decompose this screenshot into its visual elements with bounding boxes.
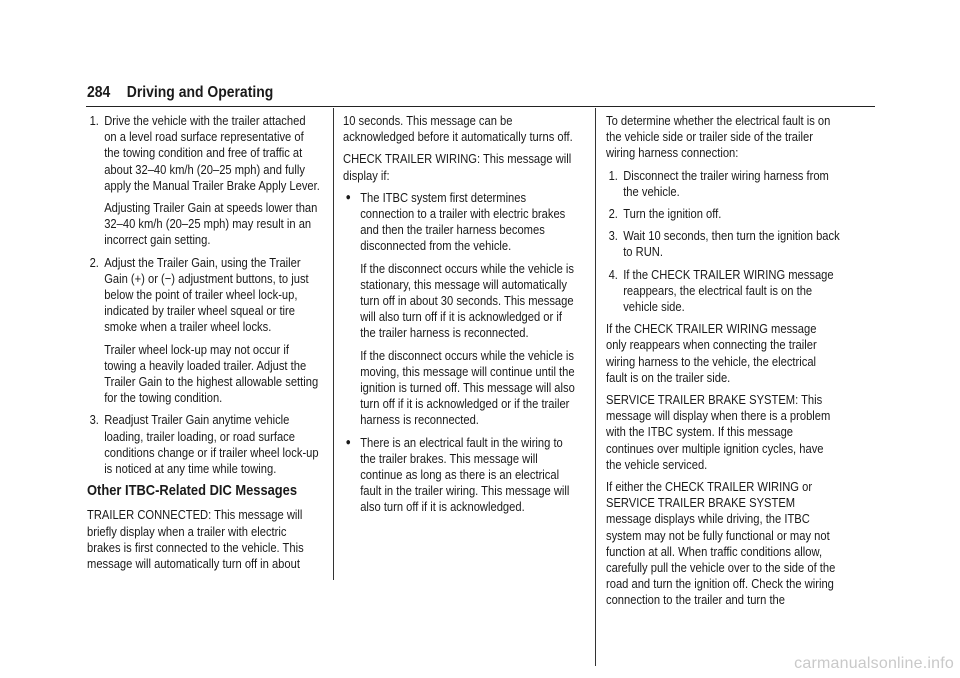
continued-paragraph: 10 seconds. This message can be acknowledged before it automatically turns off.	[343, 113, 573, 145]
step-text: If the CHECK TRAILER WIRING message reappears, the electrical fault is on the vehicle side.	[623, 266, 834, 315]
column-1	[87, 113, 359, 578]
list-item	[87, 113, 321, 194]
step-number: 1.	[608, 167, 618, 183]
service-trailer-brake-paragraph: SERVICE TRAILER BRAKE SYSTEM: This message will display when there is a problem with the ITBC system. If this message continues over multiple ignition cycles, have the vehicle serviced.	[606, 392, 831, 472]
step-number: 3.	[89, 412, 99, 428]
either-message-paragraph: If either the CHECK TRAILER WIRING or SERVICE TRAILER BRAKE SYSTEM message displays while driving, the ITBC system may not be fully functional or may not function at all. When traffic conditions allow, carefully pull the vehicle over to the side of the road and turn the ignition off. Check the wiring connection to the trailer and turn the	[606, 479, 836, 608]
list-item	[87, 412, 321, 477]
step-text: Wait 10 seconds, then turn the ignition back to RUN.	[623, 228, 840, 260]
section-heading: Other ITBC-Related DIC Messages	[87, 482, 298, 500]
section-title: Driving and Operating	[126, 84, 274, 101]
step-text: Adjust the Trailer Gain, using the Trailer Gain (+) or (−) adjustment buttons, to just below the point of trailer wheel lock-up, indicated by trailer wheel squeal or tire smoke when a trailer wheel locks.	[104, 254, 309, 335]
list-item	[343, 190, 577, 255]
bullet-note: If the disconnect occurs while the vehicle is stationary, this message will automatically turn off in about 30 seconds. This message will also turn off if it is acknowledged or if the trailer harness is reconnected.	[360, 260, 574, 341]
step-text: Drive the vehicle with the trailer attached on a level road surface representative of the towing condition and free of traffic at about 32–40 km/h (20–25 mph) and fully apply the Manual Trailer Brake Apply Lever.	[104, 113, 320, 193]
step-number: 2.	[89, 254, 99, 270]
step-number: 1.	[89, 113, 99, 128]
watermark: carmanualsonline.info	[794, 655, 954, 672]
step-note: Adjusting Trailer Gain at speeds lower than 32–40 km/h (20–25 mph) may result in an incorrect gain setting.	[104, 200, 318, 248]
fault-intro-paragraph: To determine whether the electrical fault is on the vehicle side or trailer side of the trailer wiring harness connection:	[606, 113, 831, 161]
bullet-icon: ●	[345, 436, 351, 448]
trailer-side-paragraph: If the CHECK TRAILER WIRING message only reappears when connecting the trailer wiring harness to the vehicle, the electrical fault is on the trailer side.	[606, 321, 817, 385]
step-text: Turn the ignition off.	[623, 206, 722, 222]
column-2	[343, 113, 615, 522]
page-number: 284	[87, 84, 111, 101]
bullet-icon: ●	[345, 191, 351, 203]
list-item	[606, 228, 840, 260]
step-number: 4.	[608, 266, 618, 282]
step-number: 2.	[608, 206, 618, 222]
check-trailer-wiring-paragraph: CHECK TRAILER WIRING: This message will display if:	[343, 151, 572, 183]
list-item	[87, 255, 321, 336]
list-item	[606, 168, 840, 200]
header-rule	[86, 106, 875, 107]
bullet-text: There is an electrical fault in the wiring to the trailer brakes. This message will continue as long as there is an electrical fault in the trailer wiring. This message will also turn off if it is acknowledged.	[360, 434, 570, 515]
bullet-text: The ITBC system first determines connection to a trailer with electric brakes and then the trailer harness becomes disconnected from the vehicle.	[360, 189, 566, 254]
step-number: 3.	[608, 228, 618, 244]
list-item	[606, 267, 840, 316]
bullet-note: If the disconnect occurs while the vehicle is moving, this message will continue until the ignition is turned off. This message will also turn off if it is acknowledged or if the trailer harness is reconnected.	[360, 347, 575, 428]
step-note: Trailer wheel lock-up may not occur if towing a heavily loaded trailer. Adjust the Trailer Gain to the highest allowable setting for the towing condition.	[104, 341, 319, 406]
column-3	[606, 113, 878, 615]
list-item	[343, 435, 577, 516]
trailer-connected-paragraph: TRAILER CONNECTED: This message will briefly display when a trailer with electric brakes is first connected to the vehicle. This message will automatically turn off in about	[87, 507, 304, 572]
step-text: Readjust Trailer Gain anytime vehicle loading, trailer loading, or road surface conditions change or if trailer wheel lock-up is noticed at any time while towing.	[104, 412, 319, 477]
page-header	[87, 84, 807, 102]
list-item	[606, 206, 840, 222]
step-text: Disconnect the trailer wiring harness from the vehicle.	[623, 167, 829, 199]
